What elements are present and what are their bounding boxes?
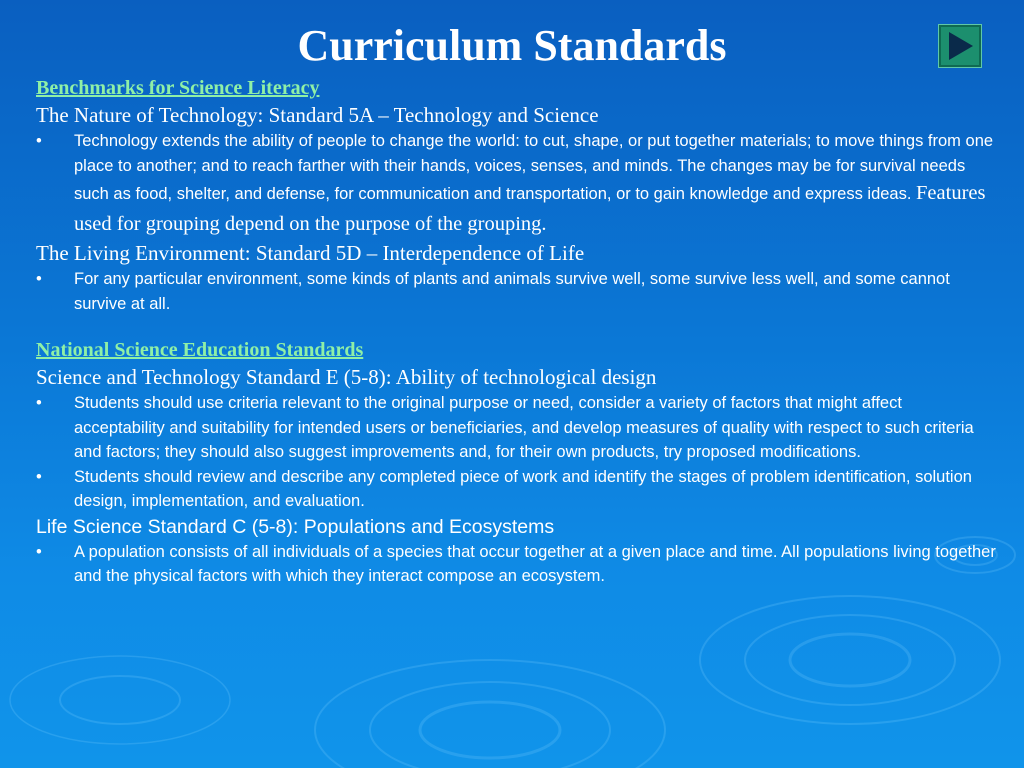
bullet-text: Students should use criteria relevant to the original purpose or need, consider a variety of factors that might affect acceptability and suitability for intended users or beneficiaries, and develop measures of quality with respect to such criteria and factors; they should also suggest improvements and, for their own products, try proposed modifications. xyxy=(74,394,974,461)
list-item xyxy=(36,267,996,316)
next-slide-button[interactable] xyxy=(938,24,982,68)
standard-c-subheading: Life Science Standard C (5-8): Populations and Ecosystems xyxy=(36,515,555,538)
slide-title: Curriculum Standards xyxy=(297,21,727,70)
bullet-marker: • xyxy=(36,132,42,150)
slide-content xyxy=(36,74,996,589)
bullet-marker: • xyxy=(36,542,42,561)
bullet-text: Students should review and describe any completed piece of work and identify the stages of problem identification, solution design, implementation, and evaluation. xyxy=(74,467,972,510)
bullet-marker: • xyxy=(36,394,42,412)
bullet-text: A population consists of all individuals of a species that occur together at a given place and time. All populations living together and the physical factors with which they interact compose an ecosystem. xyxy=(74,542,996,585)
list-item xyxy=(36,129,996,240)
bullet-marker: • xyxy=(36,467,42,486)
standard-5d-subheading: The Living Environment: Standard 5D – Interdependence of Life xyxy=(36,241,585,265)
standard-5a-subheading: The Nature of Technology: Standard 5A – Technology and Science xyxy=(36,103,599,127)
benchmarks-heading-link[interactable]: Benchmarks for Science Literacy xyxy=(36,77,320,99)
bullet-text: For any particular environment, some kinds of plants and animals survive well, some survive less well, and some cannot survive at all. xyxy=(74,270,950,313)
list-item xyxy=(36,540,996,589)
play-triangle-icon xyxy=(939,25,981,67)
bullet-marker: • xyxy=(36,270,42,288)
nses-heading-link[interactable]: National Science Education Standards xyxy=(36,339,364,361)
list-item xyxy=(36,391,996,465)
list-item xyxy=(36,465,996,514)
standard-e-subheading: Science and Technology Standard E (5-8): Ability of technological design xyxy=(36,365,657,389)
bullet-text-serif: Features used for grouping depend on the purpose of the grouping. xyxy=(74,182,986,235)
bullet-text: Technology extends the ability of people to change the world: to cut, shape, or put together materials; to move things from one place to another; and to reach farther with their hands, voices, senses, and minds. The changes may be for survival needs such as food, shelter, and defense, for communication and transportation, or to gain knowledge and express ideas. xyxy=(74,132,994,203)
